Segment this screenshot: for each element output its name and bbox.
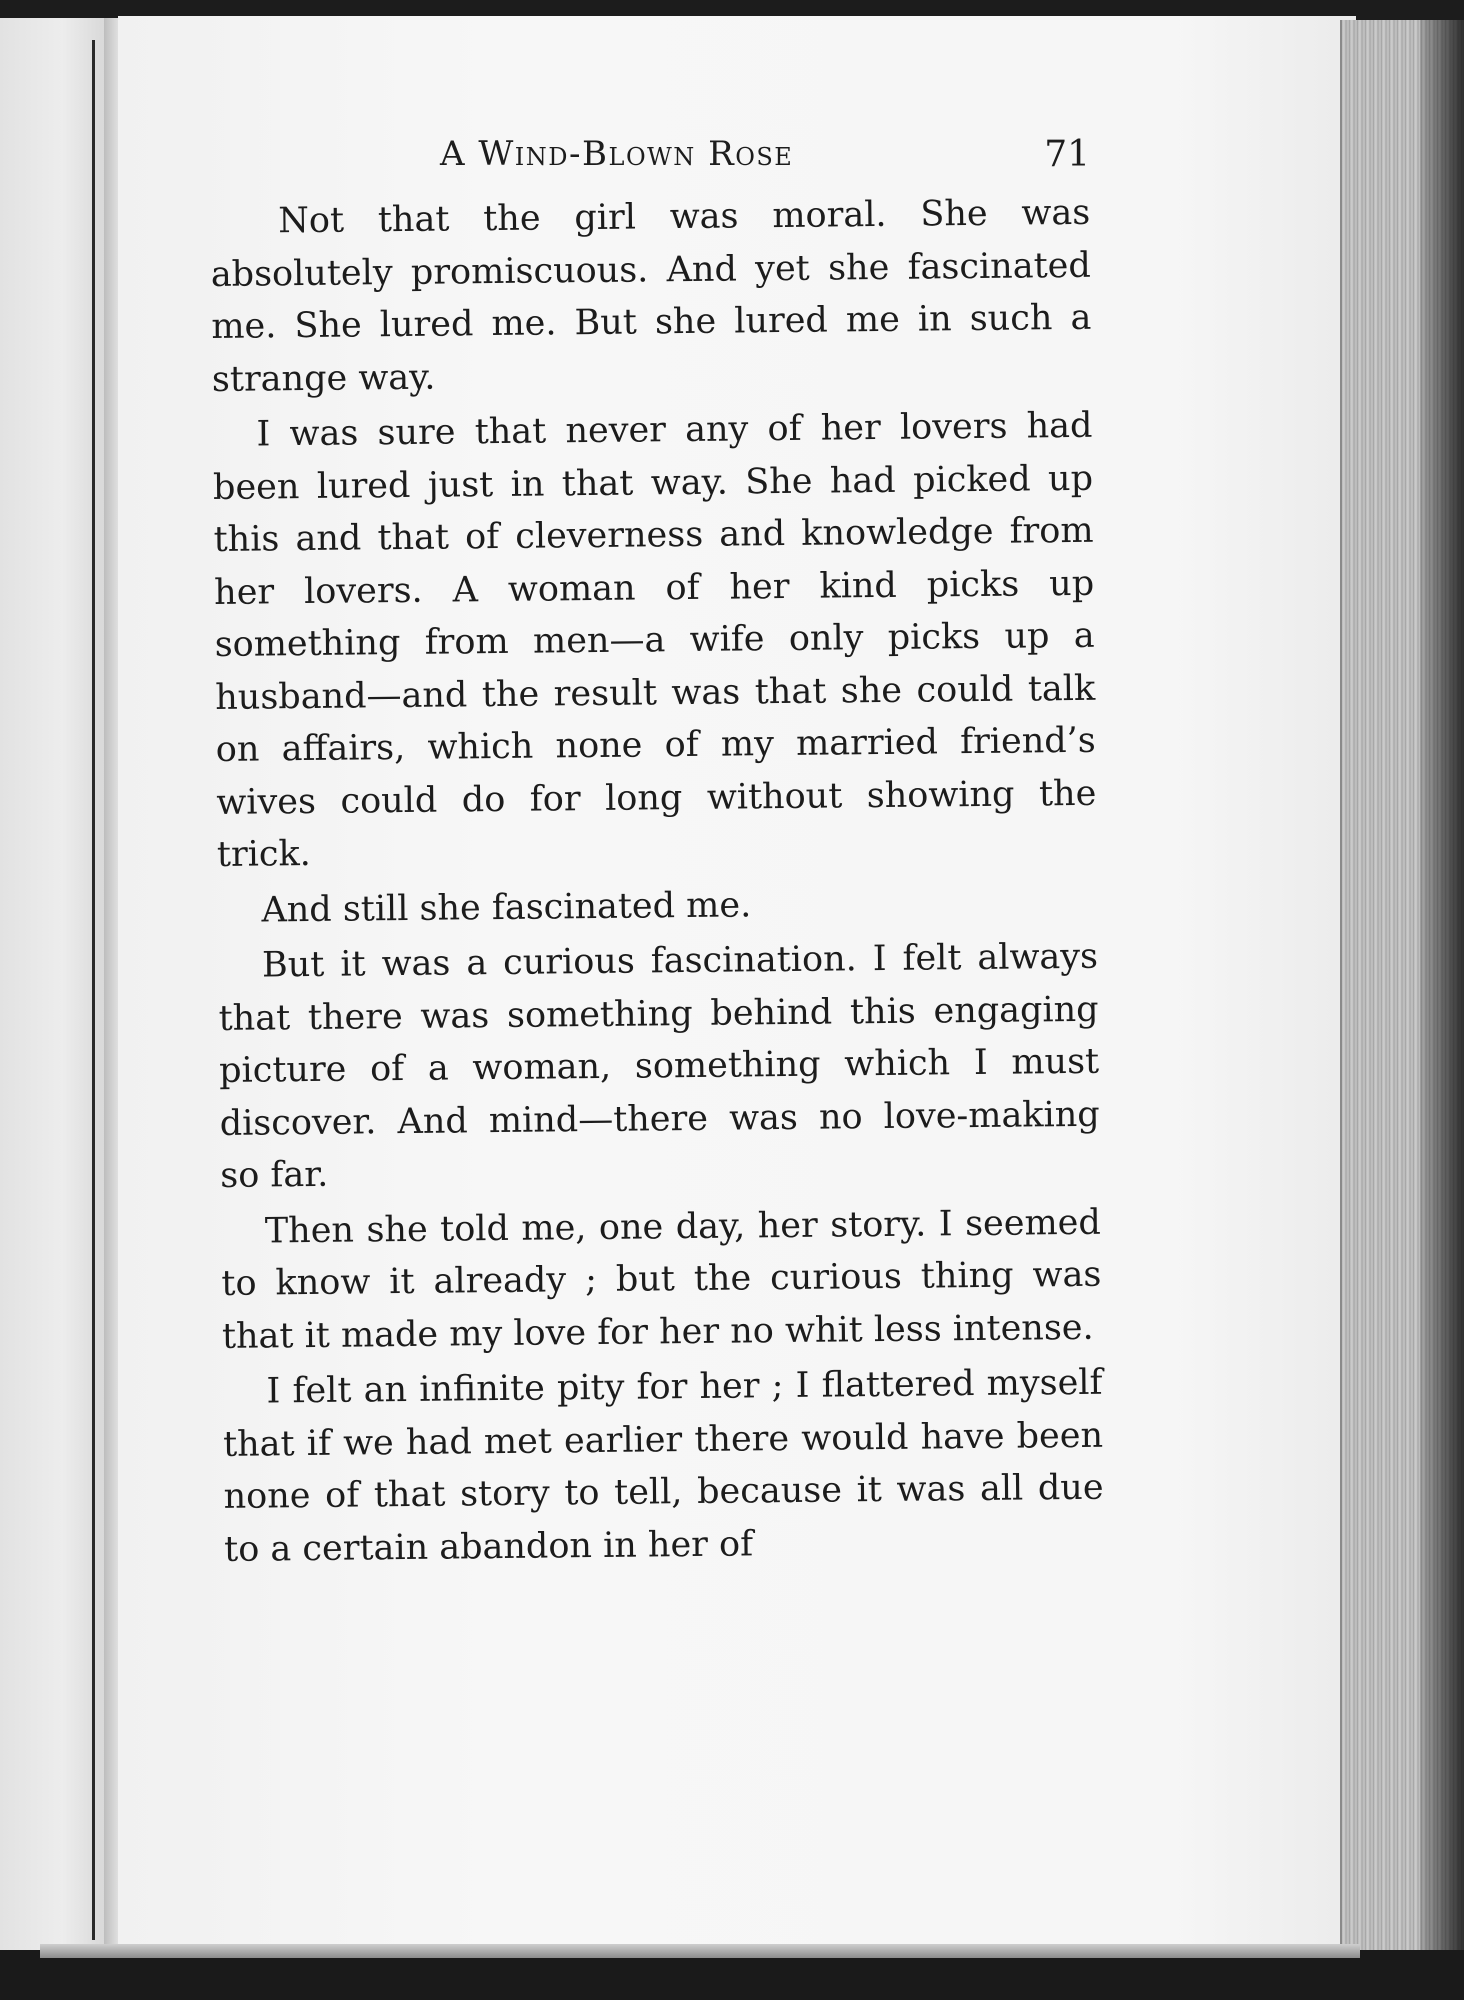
previous-page-border [92, 40, 95, 1940]
paragraph: And still she fascinated me. [261, 884, 752, 930]
paragraph: I was sure that never any of her lovers had been lured just in that way. She had picked up this and that of cleverness and knowledge from her lovers. A woman of her kind picks up something from men—a wife only picks up a husband—and the result was that she could talk on affairs, which none of my married friend’s wives could do for long without showing the trick. [212, 405, 1097, 875]
body-text [210, 187, 1104, 1579]
paragraph: Then she told me, one day, her story. I seemed to know it already ; but the curious thing was that it made my love for her no whit less intense. [221, 1202, 1102, 1357]
running-title: A Wind-Blown Rose [440, 134, 794, 174]
paragraph: I felt an infinite pity for her ; I flattered myself that if we had met earlier there would have been none of that story to tell, because it was all due to a certain abandon in her of [222, 1362, 1104, 1570]
page-number: 71 [1044, 134, 1090, 175]
paragraph: Not that the girl was moral. She was absolutely promiscuous. And yet she fascinated me. She lured me. But she lured me in such a strange way. [210, 192, 1092, 400]
bottom-page-edge [40, 1944, 1360, 1958]
running-head [440, 134, 1090, 184]
previous-page-edge [0, 18, 104, 1958]
page-stack-shadow [1420, 20, 1464, 1970]
paragraph: But it was a curious fascination. I felt always that there was something behind this engaging picture of a woman, something which I must discover. And mind—there was no love-making so far. [218, 936, 1100, 1196]
